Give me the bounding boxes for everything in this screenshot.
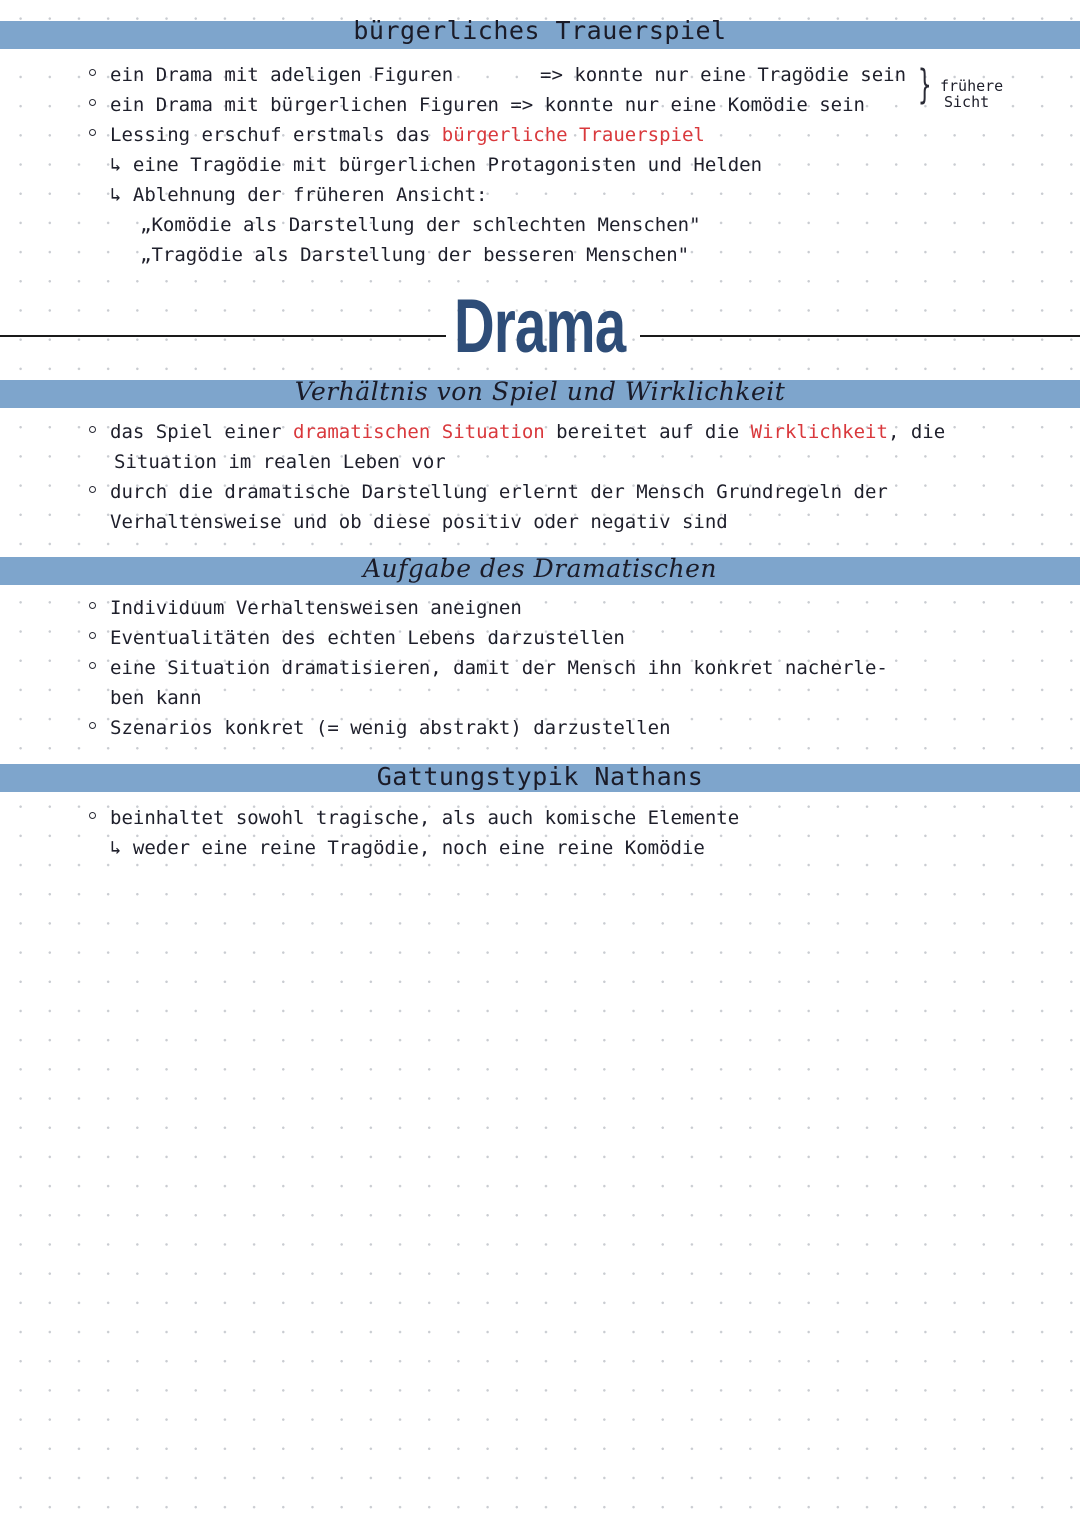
side-note-line-1: frühere xyxy=(940,77,1004,95)
gattung-bullet-1: beinhaltet sowohl tragische, als auch komische Elemente xyxy=(110,807,740,829)
title-rule-left xyxy=(0,335,446,337)
section-heading-gattung: Gattungstypik Nathans xyxy=(376,762,704,791)
bullet-icon xyxy=(89,662,96,669)
section-heading-verhaeltnis: Verhältnis von Spiel und Wirklichkeit xyxy=(294,377,786,406)
verhaeltnis-highlight-wirklichkeit: Wirklichkeit xyxy=(750,421,888,443)
aufgabe-bullet-1: Individuum Verhaltensweisen aneignen xyxy=(110,597,522,619)
trauerspiel-line-1-right: => konnte nur eine Tragödie sein xyxy=(540,64,907,86)
verhaeltnis-bullet-1-line-2: Situation im realen Leben vor xyxy=(114,451,446,473)
bullet-icon xyxy=(89,129,96,136)
trauerspiel-quote-2: „Tragödie als Darstellung der besseren Menschen" xyxy=(140,244,690,266)
bullet-icon xyxy=(89,426,96,433)
verhaeltnis-b1-mid: bereitet auf die xyxy=(556,421,740,443)
verhaeltnis-b1-prefix: das Spiel einer xyxy=(110,421,282,443)
trauerspiel-line-1-left: ein Drama mit adeligen Figuren xyxy=(110,64,454,86)
bullet-icon xyxy=(89,812,96,819)
section-heading-trauerspiel: bürgerliches Trauerspiel xyxy=(353,16,727,45)
gattung-bullet-1-sub: ↳ weder eine reine Tragödie, noch eine reine Komödie xyxy=(110,837,705,859)
bullet-icon xyxy=(89,486,96,493)
trauerspiel-line-3 xyxy=(110,123,705,147)
bullet-icon xyxy=(89,602,96,609)
trauerspiel-line-4: ↳ eine Tragödie mit bürgerlichen Protagonisten und Helden xyxy=(110,154,763,176)
title-rule-right xyxy=(640,335,1080,337)
aufgabe-bullet-3-line-1: eine Situation dramatisieren, damit der Mensch ihn konkret nacherle- xyxy=(110,657,888,679)
brace-icon: } xyxy=(917,62,932,108)
trauerspiel-line-3-prefix: Lessing erschuf erstmals das xyxy=(110,124,431,146)
verhaeltnis-bullet-2-line-1: durch die dramatische Darstellung erlernt der Mensch Grundregeln der xyxy=(110,481,888,503)
bullet-icon xyxy=(89,99,96,106)
section-heading-aufgabe: Aufgabe des Dramatischen xyxy=(362,554,718,583)
bullet-icon xyxy=(89,722,96,729)
verhaeltnis-bullet-2-line-2: Verhaltensweise und ob diese positiv oder negativ sind xyxy=(110,511,728,533)
bullet-icon xyxy=(89,69,96,76)
verhaeltnis-b1-suffix: , die xyxy=(887,421,946,443)
aufgabe-bullet-4: Szenarios konkret (= wenig abstrakt) darzustellen xyxy=(110,717,671,739)
bullet-icon xyxy=(89,632,96,639)
verhaeltnis-highlight-situation: dramatischen Situation xyxy=(293,421,545,443)
trauerspiel-highlight: bürgerliche Trauerspiel xyxy=(441,124,705,146)
aufgabe-bullet-2: Eventualitäten des echten Lebens darzustellen xyxy=(110,627,625,649)
verhaeltnis-bullet-1-line-1 xyxy=(110,420,945,444)
page-title: Drama xyxy=(454,284,626,369)
side-note-line-2: Sicht xyxy=(944,93,990,111)
aufgabe-bullet-3-line-2: ben kann xyxy=(110,687,202,709)
trauerspiel-line-5: ↳ Ablehnung der früheren Ansicht: xyxy=(110,184,488,206)
trauerspiel-quote-1: „Komödie als Darstellung der schlechten Menschen" xyxy=(140,214,701,236)
trauerspiel-line-2: ein Drama mit bürgerlichen Figuren => konnte nur eine Komödie sein xyxy=(110,94,865,116)
